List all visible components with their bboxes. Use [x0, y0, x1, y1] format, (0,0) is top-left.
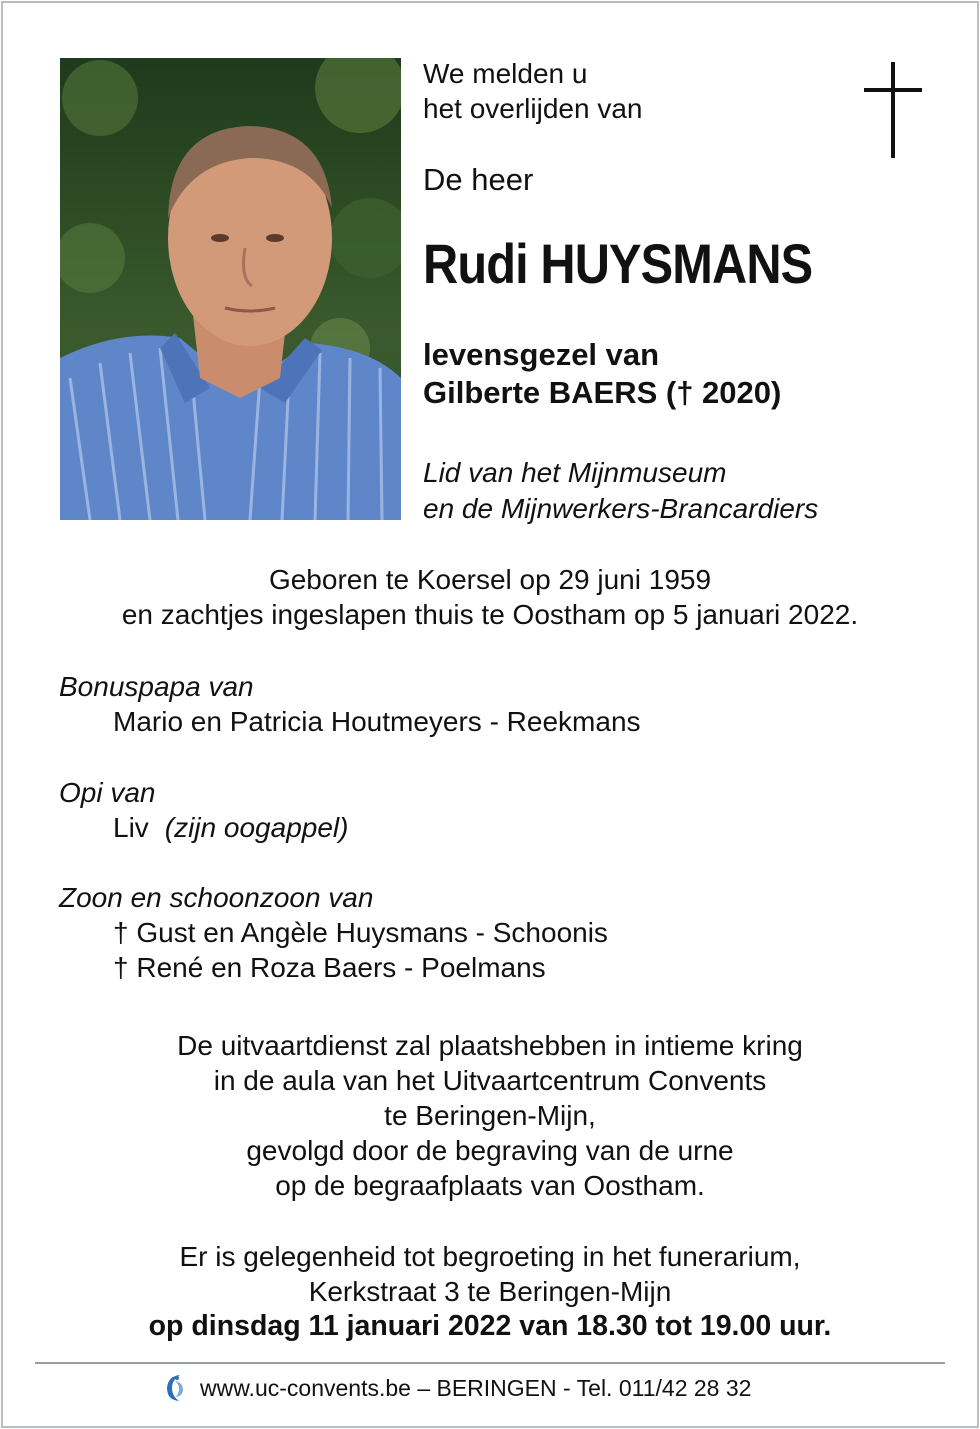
service-line: De uitvaartdienst zal plaatshebben in intieme kring	[177, 1030, 803, 1061]
intro-line: het overlijden van	[423, 93, 643, 124]
family-heading: Opi van	[59, 777, 156, 808]
member-name: Liv	[113, 812, 149, 843]
family-member: † Gust en Angèle Huysmans - Schoonis	[113, 917, 608, 948]
convents-logo-icon	[162, 1372, 188, 1404]
partner-info	[423, 336, 781, 412]
family-group-opi	[59, 775, 348, 845]
family-member: † René en Roza Baers - Poelmans	[113, 952, 546, 983]
birth-death-info	[0, 562, 980, 632]
visitation-date: op dinsdag 11 januari 2022 van 18.30 tot 19.00 uur.	[148, 1310, 832, 1342]
family-heading: Zoon en schoonzoon van	[59, 882, 374, 913]
death-line: en zachtjes ingeslapen thuis te Oostham op 5 januari 2022.	[121, 599, 859, 630]
service-line: gevolgd door de begraving van de urne	[246, 1135, 734, 1166]
member-note: (zijn oogappel)	[164, 812, 349, 843]
family-heading: Bonuspapa van	[59, 671, 254, 702]
service-line: op de begraafplaats van Oostham.	[275, 1170, 705, 1201]
service-line: in de aula van het Uitvaartcentrum Convents	[213, 1065, 767, 1096]
visitation-info	[0, 1239, 980, 1344]
birth-line: Geboren te Koersel op 29 juni 1959	[268, 564, 712, 595]
visitation-line: Er is gelegenheid tot begroeting in het funerarium,	[179, 1241, 801, 1272]
footer-contact: www.uc-convents.be – BERINGEN - Tel. 011/42 28 32	[200, 1374, 752, 1401]
family-member	[59, 810, 348, 845]
intro-line: We melden u	[423, 58, 588, 89]
partner-line: levensgezel van	[423, 337, 660, 372]
partner-line: Gilberte BAERS († 2020)	[423, 375, 782, 410]
membership-line: en de Mijnwerkers-Brancardiers	[423, 493, 819, 524]
footer-divider	[35, 1362, 945, 1364]
family-group-bonuspapa	[59, 669, 641, 739]
membership-line: Lid van het Mijnmuseum	[423, 457, 727, 488]
visitation-line: Kerkstraat 3 te Beringen-Mijn	[308, 1276, 672, 1307]
service-line: te Beringen-Mijn,	[384, 1100, 596, 1131]
portrait-photo	[60, 58, 401, 520]
cross-icon	[864, 62, 922, 158]
footer	[162, 1371, 751, 1405]
salutation: De heer	[423, 162, 534, 197]
announcement-intro	[423, 56, 642, 126]
funeral-service-info	[0, 1028, 980, 1203]
deceased-name: Rudi HUYSMANS	[423, 232, 813, 295]
family-member: Mario en Patricia Houtmeyers - Reekmans	[113, 706, 641, 737]
family-group-parents	[59, 880, 608, 985]
membership-info	[423, 455, 818, 527]
